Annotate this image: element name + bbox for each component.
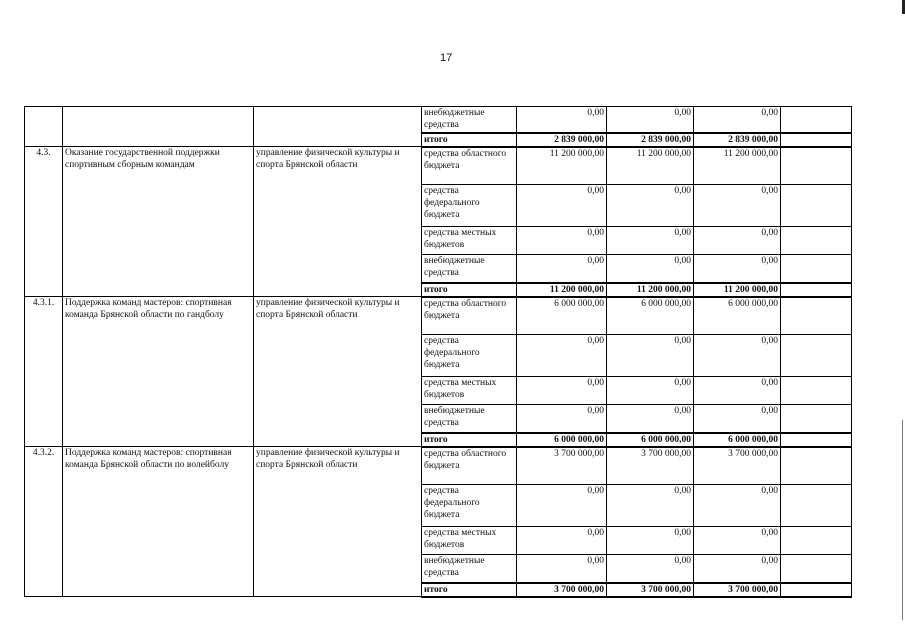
amount-cell-1: 0,00 <box>517 485 607 527</box>
amount-cell-1: 11 200 000,00 <box>517 147 607 185</box>
note-cell <box>781 485 852 527</box>
amount-cell-3: 0,00 <box>694 107 781 133</box>
amount-cell-2: 0,00 <box>607 377 694 405</box>
source-cell: средства областного бюджета <box>422 447 517 485</box>
note-cell <box>781 555 852 583</box>
note-cell <box>781 433 852 447</box>
source-cell: средства местных бюджетов <box>422 527 517 555</box>
source-cell: внебюджетные средства <box>422 555 517 583</box>
amount-cell-3: 2 839 000,00 <box>694 133 781 147</box>
item-executor: управление физической культуры и спорта Брянской области <box>254 147 422 297</box>
amount-cell-2: 0,00 <box>607 227 694 255</box>
note-cell <box>781 377 852 405</box>
amount-cell-2: 0,00 <box>607 527 694 555</box>
amount-cell-2: 3 700 000,00 <box>607 583 694 597</box>
note-cell <box>781 255 852 283</box>
source-cell: итого <box>422 133 517 147</box>
amount-cell-1: 0,00 <box>517 377 607 405</box>
amount-cell-3: 0,00 <box>694 185 781 227</box>
amount-cell-1: 11 200 000,00 <box>517 283 607 297</box>
amount-cell-1: 0,00 <box>517 255 607 283</box>
amount-cell-3: 0,00 <box>694 227 781 255</box>
source-cell: итого <box>422 283 517 297</box>
note-cell <box>781 185 852 227</box>
amount-cell-1: 3 700 000,00 <box>517 583 607 597</box>
amount-cell-3: 0,00 <box>694 405 781 433</box>
amount-cell-3: 6 000 000,00 <box>694 297 781 335</box>
item-executor: управление физической культуры и спорта Брянской области <box>254 447 422 597</box>
note-cell <box>781 447 852 485</box>
amount-cell-3: 11 200 000,00 <box>694 283 781 297</box>
amount-cell-1: 0,00 <box>517 555 607 583</box>
note-cell <box>781 283 852 297</box>
amount-cell-3: 3 700 000,00 <box>694 447 781 485</box>
source-cell: средства местных бюджетов <box>422 377 517 405</box>
source-cell: средства областного бюджета <box>422 147 517 185</box>
source-cell: итого <box>422 433 517 447</box>
amount-cell-1: 0,00 <box>517 405 607 433</box>
amount-cell-1: 0,00 <box>517 227 607 255</box>
item-name: Поддержка команд мастеров: спортивная команда Брянской области по волейболу <box>63 447 254 597</box>
source-cell: средства федерального бюджета <box>422 335 517 377</box>
amount-cell-3: 11 200 000,00 <box>694 147 781 185</box>
item-name: Оказание государственной поддержки спортивным сборным командам <box>63 147 254 297</box>
page-number: 17 <box>440 52 453 64</box>
amount-cell-3: 0,00 <box>694 555 781 583</box>
item-executor: управление физической культуры и спорта Брянской области <box>254 297 422 447</box>
amount-cell-2: 2 839 000,00 <box>607 133 694 147</box>
amount-cell-3: 0,00 <box>694 255 781 283</box>
table-row <box>25 107 852 133</box>
executor-cell <box>254 107 422 147</box>
source-cell: средства местных бюджетов <box>422 227 517 255</box>
source-cell: средства федерального бюджета <box>422 485 517 527</box>
num-cell <box>25 107 63 147</box>
note-cell <box>781 405 852 433</box>
amount-cell-1: 6 000 000,00 <box>517 297 607 335</box>
note-cell <box>781 147 852 185</box>
table-row <box>25 447 852 485</box>
note-cell <box>781 133 852 147</box>
item-name: Поддержка команд мастеров: спортивная команда Брянской области по гандболу <box>63 297 254 447</box>
amount-cell-2: 0,00 <box>607 107 694 133</box>
source-cell: итого <box>422 583 517 597</box>
amount-cell-3: 0,00 <box>694 527 781 555</box>
amount-cell-2: 6 000 000,00 <box>607 297 694 335</box>
amount-cell-1: 3 700 000,00 <box>517 447 607 485</box>
source-cell: средства областного бюджета <box>422 297 517 335</box>
amount-cell-2: 0,00 <box>607 485 694 527</box>
table-row <box>25 147 852 185</box>
note-cell <box>781 335 852 377</box>
note-cell <box>781 227 852 255</box>
amount-cell-1: 0,00 <box>517 185 607 227</box>
amount-cell-1: 6 000 000,00 <box>517 433 607 447</box>
source-cell: средства федерального бюджета <box>422 185 517 227</box>
amount-cell-2: 11 200 000,00 <box>607 283 694 297</box>
budget-table <box>24 106 852 598</box>
name-cell <box>63 107 254 147</box>
amount-cell-2: 11 200 000,00 <box>607 147 694 185</box>
amount-cell-1: 2 839 000,00 <box>517 133 607 147</box>
amount-cell-2: 3 700 000,00 <box>607 447 694 485</box>
amount-cell-3: 0,00 <box>694 485 781 527</box>
table-row <box>25 297 852 335</box>
scan-edge-line <box>902 420 903 620</box>
amount-cell-2: 0,00 <box>607 185 694 227</box>
amount-cell-2: 0,00 <box>607 555 694 583</box>
item-number: 4.3.2. <box>25 447 63 597</box>
source-cell: внебюджетные средства <box>422 107 517 133</box>
amount-cell-1: 0,00 <box>517 527 607 555</box>
note-cell <box>781 527 852 555</box>
note-cell <box>781 297 852 335</box>
amount-cell-3: 3 700 000,00 <box>694 583 781 597</box>
item-number: 4.3.1. <box>25 297 63 447</box>
amount-cell-1: 0,00 <box>517 335 607 377</box>
note-cell <box>781 583 852 597</box>
amount-cell-3: 0,00 <box>694 377 781 405</box>
table-body <box>25 107 852 597</box>
amount-cell-3: 6 000 000,00 <box>694 433 781 447</box>
source-cell: внебюджетные средства <box>422 255 517 283</box>
amount-cell-3: 0,00 <box>694 335 781 377</box>
amount-cell-1: 0,00 <box>517 107 607 133</box>
amount-cell-2: 0,00 <box>607 255 694 283</box>
source-cell: внебюджетные средства <box>422 405 517 433</box>
amount-cell-2: 6 000 000,00 <box>607 433 694 447</box>
amount-cell-2: 0,00 <box>607 405 694 433</box>
item-number: 4.3. <box>25 147 63 297</box>
note-cell <box>781 107 852 133</box>
amount-cell-2: 0,00 <box>607 335 694 377</box>
